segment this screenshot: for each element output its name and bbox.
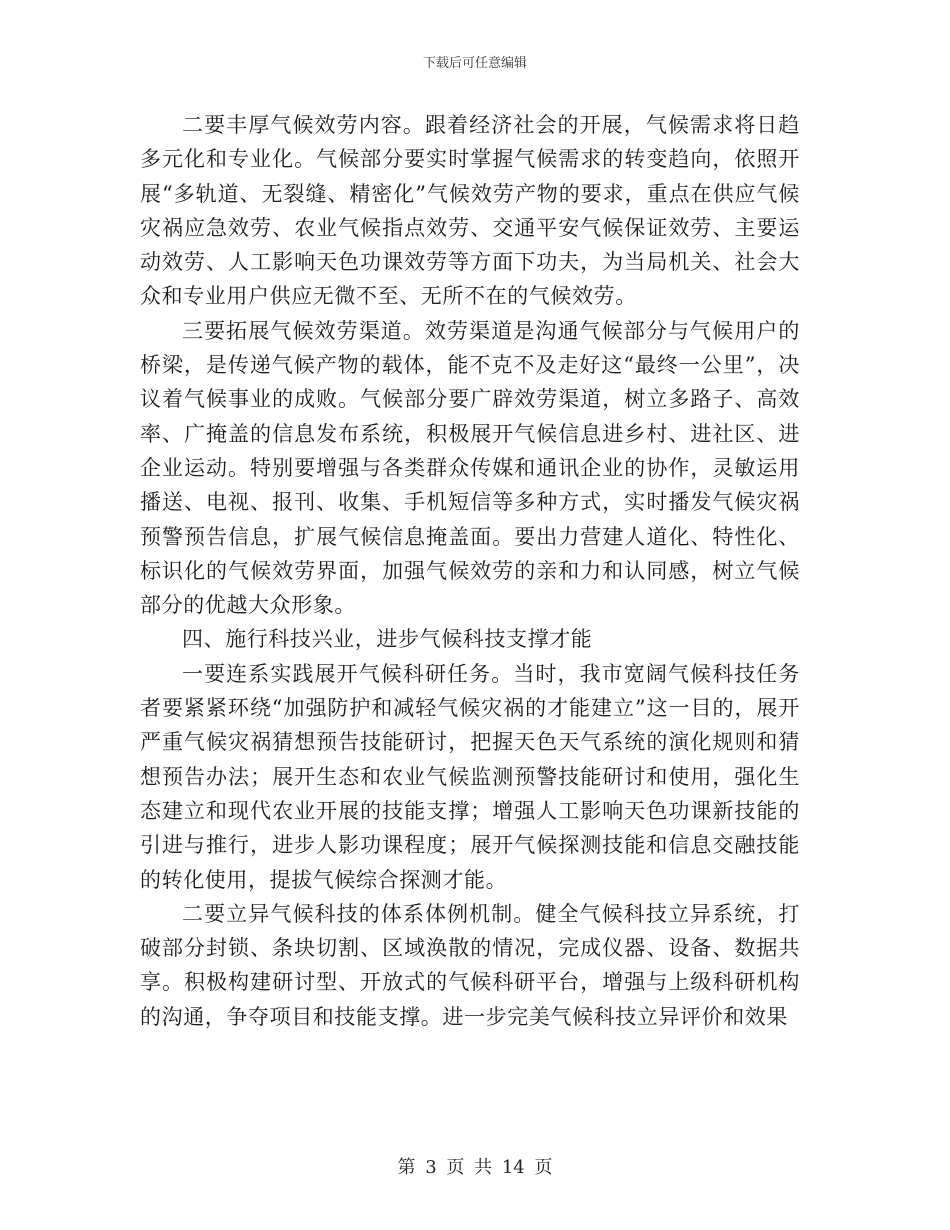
paragraph: 三要拓展气候效劳渠道。效劳渠道是沟通气候部分与气候用户的桥梁，是传递气候产物的载体，能不克不及走好这“最终一公里”，决议着气候事业的成败。气候部分要广辟效劳渠道，树立多路子、高效率、广掩盖的信息发布系统，积极展开气候信息进乡村、进社区、进企业运动。特别要增强与各类群众传媒和通讯企业的协作，灵敏运用播送、电视、报刊、收集、手机短信等多种方式，实时播发气候灾祸预警预告信息，扩展气候信息掩盖面。要出力营建人道化、特性化、标识化的气候效劳界面，加强气候效劳的亲和力和认同感，树立气候部分的优越大众形象。 [140,318,800,618]
paragraph: 一要连系实践展开气候科研任务。当时，我市宽阔气候科技任务者要紧紧环绕“加强防护和减轻气候灾祸的才能建立”这一目的，展开严重气候灾祸猜想预告技能研讨，把握天色天气系统的演化规则和猜想预告办法；展开生态和农业气候监测预警技能研讨和使用，强化生态建立和现代农业开展的技能支撑；增强人工影响天色功课新技能的引进与推行，进步人影功课程度；展开气候探测技能和信息交融技能的转化使用，提拔气候综合探测才能。 [140,661,800,892]
paragraph: 二要丰厚气候效劳内容。跟着经济社会的开展，气候需求将日趋多元化和专业化。气候部分要实时掌握气候需求的转变趋向，依照开展“多轨道、无裂缝、精密化”气候效劳产物的要求，重点在供应气候灾祸应急效劳、农业气候指点效劳、交通平安气候保证效劳、主要运动效劳、人工影响天色功课效劳等方面下功夫，为当局机关、社会大众和专业用户供应无微不至、无所不在的气候效劳。 [140,113,800,309]
section-heading: 四、施行科技兴业，进步气候科技支撑才能 [182,627,593,652]
paragraph: 二要立异气候科技的体系体例机制。健全气候科技立异系统，打破部分封锁、条块切割、区域涣散的情况，完成仪器、设备、数据共享。积极构建研讨型、开放式的气候科研平台，增强与上级科研机构的沟通，争夺项目和技能支撑。进一步完美气候科技立异评价和效果 [140,901,800,1029]
document-body [140,108,800,1034]
page-number-footer: 第 3 页 共 14 页 [397,1157,553,1178]
page-header: 下载后可任意编辑 [422,56,527,71]
